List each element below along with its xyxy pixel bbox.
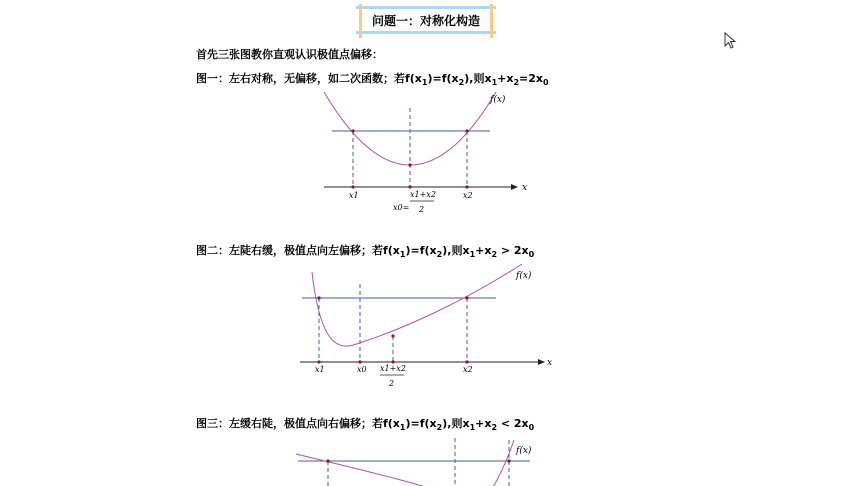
figure-1-graph [300,88,540,218]
f-label: f(x) [516,446,532,456]
point-a [317,296,320,299]
tick-sum: x1+x2 [380,364,406,373]
point-mid [391,334,394,337]
intro-text: 首先三张图教你直观认识极值点偏移： [196,48,383,61]
f-label: f(x) [490,95,506,105]
tick-point-x0 [408,185,411,188]
tick-x0-eq: x0= [393,203,410,212]
x-axis-arrow [511,184,518,190]
tick-x1: x1 [349,191,359,200]
point-b [507,459,510,462]
figure-2-graph [296,260,560,390]
point-b [465,296,468,299]
mouse-cursor-icon [724,32,738,50]
tick-denominator: 2 [419,205,425,214]
curve-f [324,92,496,165]
page-title: 问题一：对称化构造 [371,13,480,28]
figure-1-caption: 图一：左右对称，无偏移，如二次函数；若$f(x_1)=f(x_2)$,则$x_1+x_2=2x_0$ [196,72,549,88]
tick-point-x2 [465,360,468,363]
tick-x1: x1 [315,365,325,374]
tick-x2: x2 [463,365,473,374]
point-a [326,459,329,462]
point-b [465,129,468,132]
x-axis-arrow [538,359,545,365]
tick-x2: x2 [463,191,473,200]
tick-point-x0 [358,360,361,363]
tick-point-x1 [351,185,354,188]
tick-x0: x0 [357,365,367,374]
tick-point-x1 [317,360,320,363]
x-axis-label: x [547,358,553,368]
curve-f [312,264,522,346]
x-axis-label: x [522,183,528,193]
point-min [408,163,411,166]
figure-3-caption: 图三：左缓右陡，极值点向右偏移；若$f(x_1)=f(x_2)$,则$x_1+x_2 < 2x_0$ [196,417,535,433]
curve-f [296,440,514,486]
tick-point-x2 [465,185,468,188]
title-banner [356,6,496,34]
figure-2-caption: 图二：左陡右缓，极值点向左偏移；若$f(x_1)=f(x_2)$,则$x_1+x_2 > 2x_0$ [196,244,535,260]
tick-sum: x1+x2 [410,190,436,199]
f-label: f(x) [516,271,532,281]
figure-3-graph [292,436,542,486]
point-a [351,129,354,132]
tick-denominator: 2 [389,379,395,388]
